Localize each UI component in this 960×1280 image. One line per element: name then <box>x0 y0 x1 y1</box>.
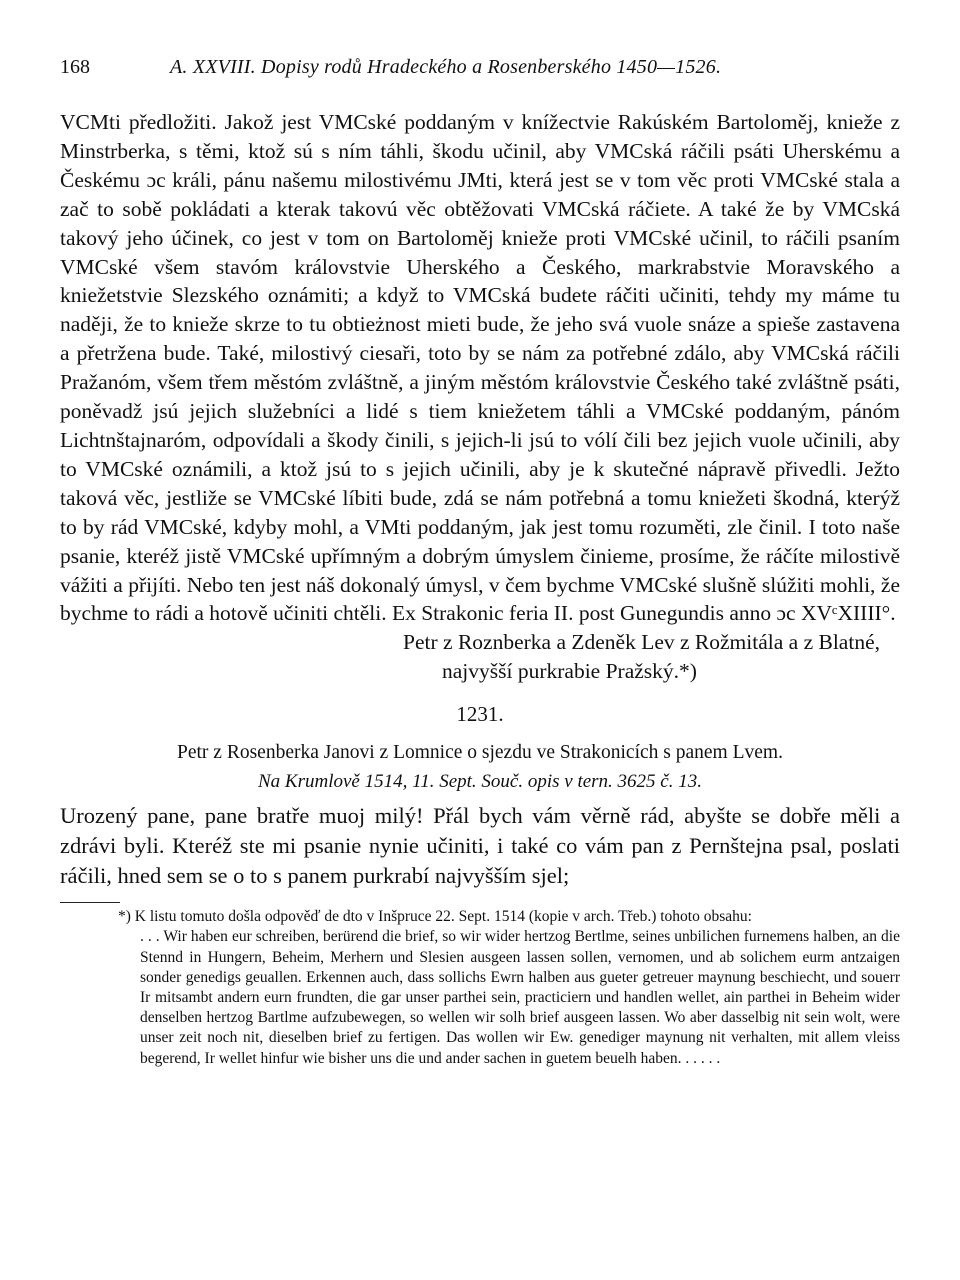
signature-line: Petr z Roznberka a Zdeněk Lev z Rožmitála a z Blatné, <box>403 630 880 655</box>
signature-title: najvyšší purkrabie Pražský.*) <box>442 659 697 684</box>
footnote-intro: *) K listu tomuto došla odpověď de dto v Inšpruce 22. Sept. 1514 (kopie v arch. Třeb.) tohoto obsahu: <box>118 908 752 926</box>
document-number: 1231. <box>456 702 504 727</box>
letter-1231 <box>60 801 900 890</box>
footnote <box>60 907 900 1069</box>
letter-body-paragraph: VCMti předložiti. Jakož jest VMCské poddaným v knížectvie Rakúském Bartoloměj, knieže z Minstrberka, s těmi, ktož sú s ním táhli, škodu učinil, aby VMCská ráčili psáti Uherskému a Českému ɔc králi, pánu našemu milostivému JMti, která jest se v tom věc proti VMCské stala a zač to sobě pokládati a kterak takovú věc obtěžovati VMCská ráčiete. A také že by VMCská takový jeho účinek, co jest v tom on Bartoloměj knieže proti VMCské učinil, to ráčili psaním VMCské všem stavóm královstvie Uherského a Českého, markrabstvie Moravského a kniežetstvie Slezského oznámiti; a když to VMCská budete ráčiti učiniti, tehdy my máme tu naději, že to knieže skrze to tu obtieżnost mieti bude, že jeho svá vuole snáze a spieše zastavena a přetržena bude. Také, milostivý ciesaři, toto by se nám za potřebné zdálo, aby VMCská ráčili Pražanóm, všem třem městóm zvláštně, a jiným městóm královstvie Českého také zvláštně psáti, poněvadž jsú jejich služebníci a lidé s tiem kniežetem táhli a VMCské poddaným, pánóm Lichtnštajnaróm, odpovídali a škody činili, s jejich-li jsú to vólí čili bez jejich vuole učinili, aby to VMCské oznámili, a ktož jsú to s jejich učinili, aby je k skutečné nápravě přivedli. Ježto taková věc, jestliže se VMCské líbiti bude, zdá se nám potřebná a tomu kniežeti škodná, kterýž to by rád VMCské, kdyby mohl, a VMti poddaným, jak jest tomu rozuměti, zle činil. I toto naše psanie, kteréž jistě VMCské upřímným a dobrým úmyslem činieme, prosíme, že ráčíte milostivě vážiti a přijíti. Nebo ten jest náš dokonalý úmysl, v čem bychme VMCské slušně slúžiti mohli, že bychme to rádi a hotově učiniti chtěli. Ex Strakonic feria II. post Gunegundis anno ɔc XVᶜXIIII°. <box>60 110 900 626</box>
page-header <box>60 56 900 90</box>
page-number: 168 <box>60 56 90 78</box>
letter-continuation <box>60 108 900 686</box>
document-source: Na Krumlově 1514, 11. Sept. Souč. opis v tern. 3625 č. 13. <box>258 771 702 793</box>
running-head: A. XXVIII. Dopisy rodů Hradeckého a Rosenberského 1450—1526. <box>170 56 722 78</box>
book-page <box>60 56 900 1069</box>
footnote-rule <box>60 902 120 903</box>
footnote-quote: . . . Wir haben eur schreiben, berürend die brief, so wir wider hertzog Bertlme, seines unbilichen furnemens halben, an die Stennd in Hungern, Beheim, Merhern und Slesien ausgeen lassen sollen, vernomen, und ab solichem eurm antzaigen sonder genedigs geuallen. Erkennen auch, dass sollichs Ewrn halben aus gueter getreuer maynung beschiecht, und souerr Ir mitsambt andern eurn frundten, die gar unser parthei sein, practiciern und handlen wellet, ain parthei in Beheim wider denselben hertzog Bartlme aufzubewegen, so wellen wir solh brief ausgeen lassen. Wo aber dasselbig nit sein wolt, were unser zeit noch nit, dieselben brief zu fertigen. Das wollen wir Ew. genediger maynung nit verhalten, mit allem vleiss begerend, Ir wellet hinfur wie bisher uns die und ander sachen in guetem beuelh haben. . . . . . <box>140 928 900 1067</box>
document-title: Petr z Rosenberka Janovi z Lomnice o sjezdu ve Strakonicích s panem Lvem. <box>177 742 783 764</box>
letter-1231-paragraph: Urozený pane, pane bratře muoj milý! Přál bych vám věrně rád, abyšte se dobře měli a zdrávi byli. Kteréž ste mi psanie nynie učiniti, i také co vám pan z Pernštejna psal, poslati ráčili, hned sem se o to s panem purkrabí najvyšším sjel; <box>60 803 900 888</box>
